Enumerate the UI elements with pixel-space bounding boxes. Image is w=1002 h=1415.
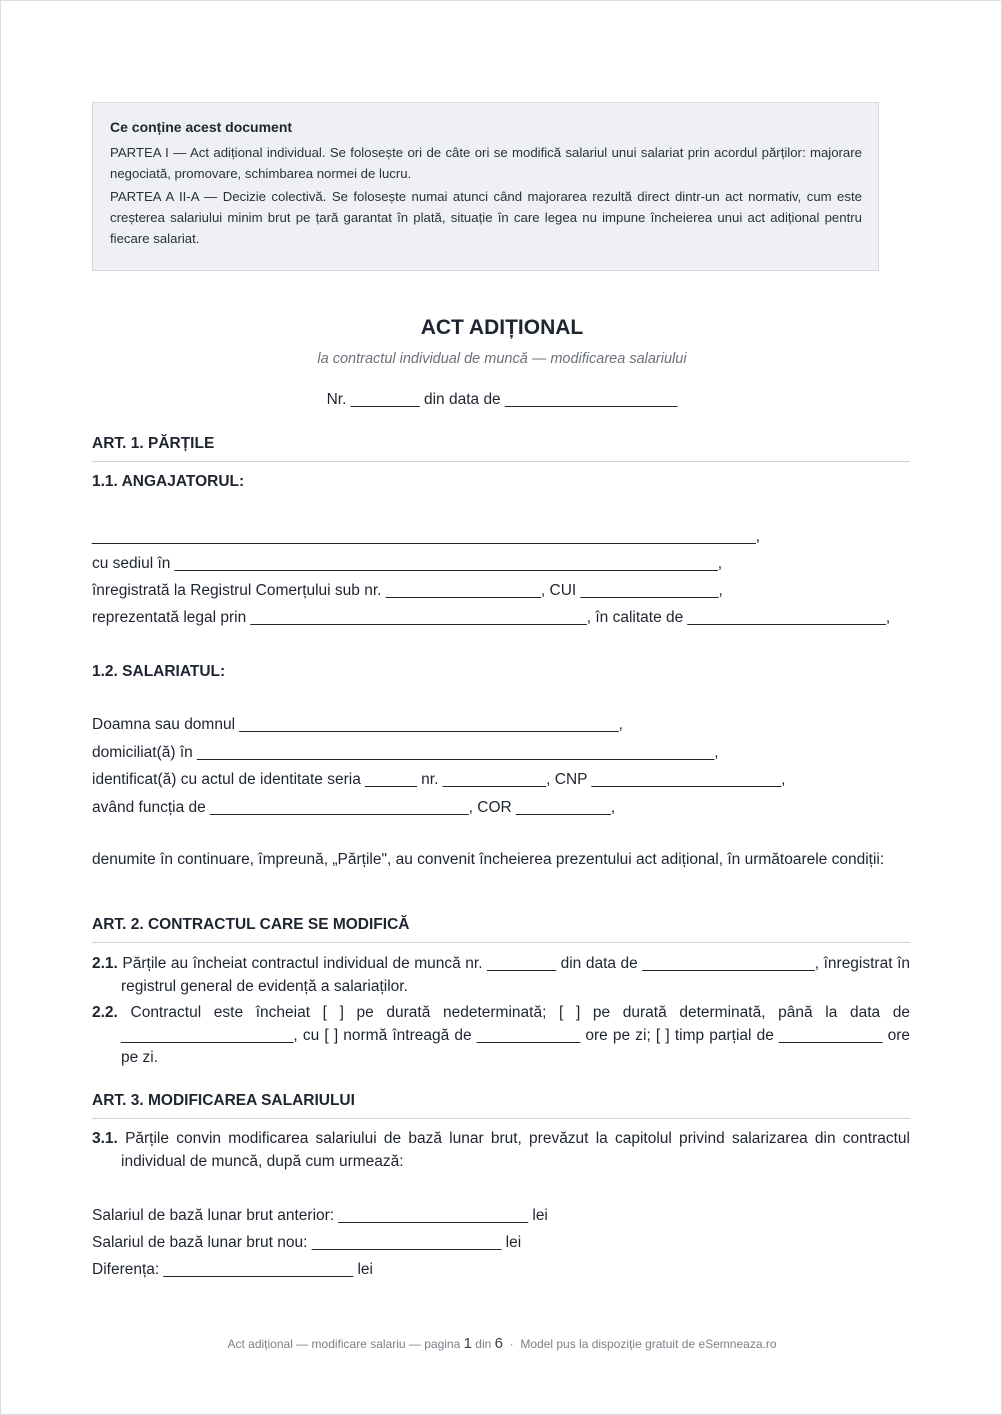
clause-2-1-number: 2.1. bbox=[92, 955, 118, 972]
footer-separator: · bbox=[509, 1337, 514, 1351]
salary-difference-line[interactable]: Diferența: ______________________ lei bbox=[92, 1261, 373, 1278]
previous-salary-line[interactable]: Salariul de bază lunar brut anterior: ______________________ lei bbox=[92, 1207, 548, 1224]
clause-3-1 bbox=[92, 1128, 910, 1173]
art2-heading: ART. 2. CONTRACTUL CARE SE MODIFICĂ bbox=[92, 916, 910, 943]
employer-name-line[interactable]: _____________________________________________________________________________, bbox=[92, 528, 761, 545]
clause-2-2-number: 2.2. bbox=[92, 1004, 118, 1021]
clause-3-1-text: Părțile convin modificarea salariului de bază lunar brut, prevăzut la capitolul privind salarizarea din contractul individual de muncă, după cum urmează: bbox=[121, 1130, 910, 1170]
clause-2-2-text: Contractul este încheiat [ ] pe durată nedeterminată; [ ] pe durată determinată, până la data de ____________________, cu [ ] normă întreagă de ____________ ore pe zi; [ ] timp parțial de ____________ ore pe zi. bbox=[121, 1004, 910, 1066]
footer-title: Act adițional — modificare salariu — pagina bbox=[227, 1337, 461, 1351]
info-box-title: Ce conține acest document bbox=[110, 119, 293, 135]
employee-heading: 1.2. SALARIATUL: bbox=[92, 663, 226, 680]
page-footer bbox=[1, 1335, 1002, 1352]
parties-closing-paragraph: denumite în continuare, împreună, „Părțile", au convenit încheierea prezentului act adițional, în următoarele condiții: bbox=[92, 851, 885, 868]
info-box-part-two: PARTEA A II-A — Decizie colectivă. Se folosește numai atunci când majorarea rezultă direct dintr-un act normativ, cum este creșterea salariului minim brut pe țară garantat în plată, situație în care legea nu impune încheierea unui act adițional pentru fiecare salariat. bbox=[110, 189, 862, 246]
art3-heading: ART. 3. MODIFICAREA SALARIULUI bbox=[92, 1092, 910, 1119]
info-box bbox=[92, 102, 879, 271]
employee-function-line[interactable]: având funcția de ______________________________, COR ___________, bbox=[92, 799, 616, 816]
clause-2-1-text: Părțile au încheiat contractul individual de muncă nr. ________ din data de ____________________, înregistrat în registrul general de evidență a salariaților. bbox=[121, 955, 910, 995]
document-subtitle: la contractul individual de muncă — modificarea salariului bbox=[317, 351, 687, 367]
employer-headquarters-line[interactable]: cu sediul în _______________________________________________________________, bbox=[92, 555, 723, 572]
document-title: ACT ADIȚIONAL bbox=[420, 316, 584, 339]
employer-registration-line[interactable]: înregistrată la Registrul Comerțului sub nr. __________________, CUI ________________, bbox=[92, 582, 723, 599]
clause-3-1-number: 3.1. bbox=[92, 1130, 118, 1147]
footer-credit: Model pus la dispoziție gratuit de eSemneaza.ro bbox=[520, 1337, 777, 1351]
employer-representative-line[interactable]: reprezentată legal prin _______________________________________, în calitate de _______________________, bbox=[92, 609, 891, 626]
document-number-line[interactable]: Nr. ________ din data de ____________________ bbox=[326, 391, 678, 408]
clause-2-2[interactable] bbox=[92, 1002, 910, 1070]
employee-address-line[interactable]: domiciliat(ă) în ____________________________________________________________, bbox=[92, 744, 719, 761]
info-box-part-one: PARTEA I — Act adițional individual. Se folosește ori de câte ori se modifică salariul unui salariat prin acordul părților: majorare negociată, promovare, schimbarea normei de lucru. bbox=[110, 145, 862, 181]
footer-page-total: 6 bbox=[494, 1335, 503, 1352]
employee-name-line[interactable]: Doamna sau domnul ____________________________________________, bbox=[92, 716, 623, 733]
footer-page-number: 1 bbox=[463, 1335, 472, 1352]
footer-of: din bbox=[475, 1337, 492, 1351]
clause-2-1[interactable] bbox=[92, 953, 910, 998]
employer-heading: 1.1. ANGAJATORUL: bbox=[92, 473, 245, 490]
employee-id-line[interactable]: identificat(ă) cu actul de identitate seria ______ nr. ____________, CNP ______________________, bbox=[92, 771, 786, 788]
new-salary-line[interactable]: Salariul de bază lunar brut nou: ______________________ lei bbox=[92, 1234, 522, 1251]
art1-heading: ART. 1. PĂRȚILE bbox=[92, 435, 910, 462]
